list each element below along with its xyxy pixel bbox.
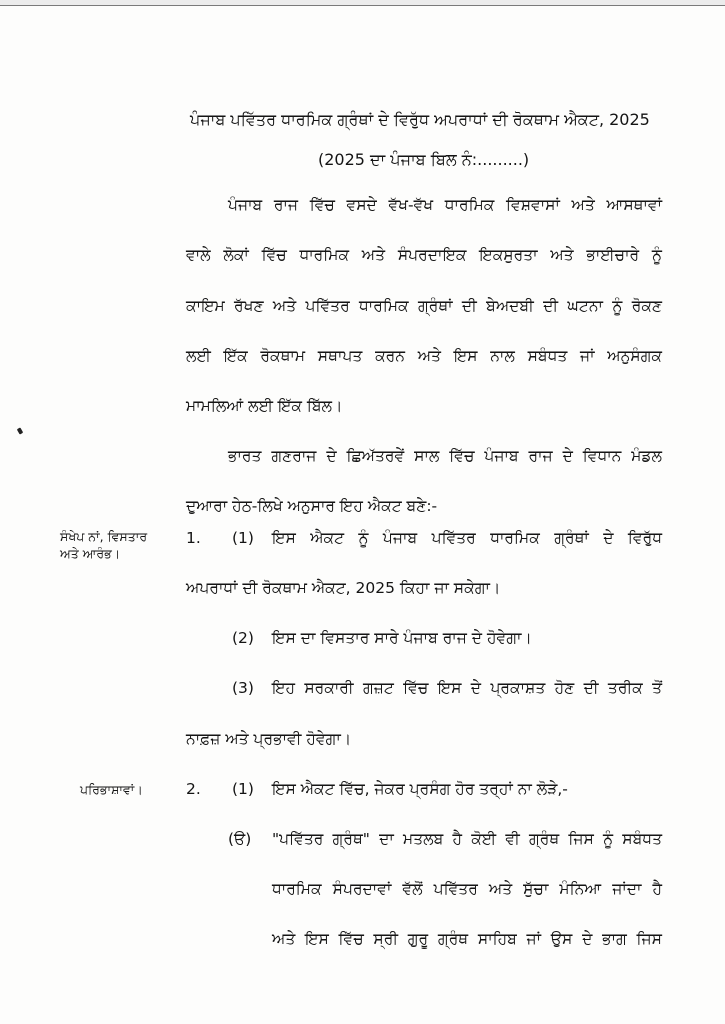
preamble-line: ਮਾਮਲਿਆਂ ਲਈ ਇੱਕ ਬਿੱਲ। — [186, 397, 343, 415]
margin-note-short-title: ਅਤੇ ਆਰੰਭ। — [60, 546, 121, 561]
clause-text: ਧਾਰਮਿਕ ਸੰਪਰਦਾਵਾਂ ਵੱਲੋਂ ਪਵਿੱਤਰ ਅਤੇ ਸੁੱਚਾ ਮੰਨਿਆ ਜਾਂਦਾ ਹੈ — [272, 880, 662, 898]
section-number: 1. — [186, 529, 201, 547]
preamble-line: ਲਈ ਇੱਕ ਰੋਕਥਾਮ ਸਥਾਪਤ ਕਰਨ ਅਤੇ ਇਸ ਨਾਲ ਸਬੰਧਤ ਜਾਂ ਅਨੁਸੰਗਕ — [186, 347, 662, 365]
subsection-text: ਨਾਫ਼ਜ਼ ਅਤੇ ਪ੍ਰਭਾਵੀ ਹੋਵੇਗਾ। — [186, 730, 352, 748]
enacting-clause-line: ਦੁਆਰਾ ਹੇਠ-ਲਿਖੇ ਅਨੁਸਾਰ ਇਹ ਐਕਟ ਬਣੇ:- — [186, 497, 438, 515]
bill-number: (2025 ਦਾ ਪੰਜਾਬ ਬਿਲ ਨੰ:.........) — [318, 150, 530, 169]
margin-note-definitions: ਪਰਿਭਾਸ਼ਾਵਾਂ। — [80, 782, 143, 797]
scan-speck — [17, 427, 23, 434]
subsection-number: (2) — [232, 629, 254, 647]
subsection-number: (1) — [232, 529, 254, 547]
scan-edge — [0, 0, 725, 6]
preamble-line: ਕਾਇਮ ਰੱਖਣ ਅਤੇ ਪਵਿੱਤਰ ਧਾਰਮਿਕ ਗ੍ਰੰਥਾਂ ਦੀ ਬੇਅਦਬੀ ਦੀ ਘਟਨਾ ਨੂੰ ਰੋਕਣ — [186, 297, 662, 315]
clause-text: "ਪਵਿੱਤਰ ਗ੍ਰੰਥ" ਦਾ ਮਤਲਬ ਹੈ ਕੋਈ ਵੀ ਗ੍ਰੰਥ ਜਿਸ ਨੂੰ ਸਬੰਧਤ — [272, 830, 662, 848]
clause-text: ਅਤੇ ਇਸ ਵਿੱਚ ਸ੍ਰੀ ਗੁਰੂ ਗ੍ਰੰਥ ਸਾਹਿਬ ਜਾਂ ਉਸ ਦੇ ਭਾਗ ਜਿਸ — [272, 930, 662, 948]
subsection-text: ਇਸ ਐਕਟ ਨੂੰ ਪੰਜਾਬ ਪਵਿੱਤਰ ਧਾਰਮਿਕ ਗ੍ਰੰਥਾਂ ਦੇ ਵਿਰੁੱਧ — [272, 529, 662, 547]
subsection-text: ਇਹ ਸਰਕਾਰੀ ਗਜ਼ਟ ਵਿੱਚ ਇਸ ਦੇ ਪ੍ਰਕਾਸ਼ਤ ਹੋਣ ਦੀ ਤਰੀਕ ਤੋਂ — [272, 679, 662, 697]
enacting-clause-line: ਭਾਰਤ ਗਣਰਾਜ ਦੇ ਛਿਅੱਤਰਵੇਂ ਸਾਲ ਵਿੱਚ ਪੰਜਾਬ ਰਾਜ ਦੇ ਵਿਧਾਨ ਮੰਡਲ — [228, 447, 662, 465]
subsection-text: ਇਸ ਦਾ ਵਿਸਤਾਰ ਸਾਰੇ ਪੰਜਾਬ ਰਾਜ ਦੇ ਹੋਵੇਗਾ। — [272, 629, 532, 647]
clause-marker: (ੳ) — [228, 830, 252, 848]
document-title: ਪੰਜਾਬ ਪਵਿੱਤਰ ਧਾਰਮਿਕ ਗ੍ਰੰਥਾਂ ਦੇ ਵਿਰੁੱਧ ਅਪਰਾਧਾਂ ਦੀ ਰੋਕਥਾਮ ਐਕਟ, 2025 — [190, 110, 650, 129]
preamble-line: ਵਾਲੇ ਲੋਕਾਂ ਵਿੱਚ ਧਾਰਮਿਕ ਅਤੇ ਸੰਪਰਦਾਇਕ ਇਕਸੁਰਤਾ ਅਤੇ ਭਾਈਚਾਰੇ ਨੂੰ — [186, 246, 662, 264]
section-number: 2. — [186, 780, 201, 798]
margin-note-short-title: ਸੰਖੇਪ ਨਾਂ, ਵਿਸਤਾਰ — [60, 529, 148, 544]
subsection-number: (1) — [232, 780, 254, 798]
subsection-text: ਇਸ ਐਕਟ ਵਿੱਚ, ਜੇਕਰ ਪ੍ਰਸੰਗ ਹੋਰ ਤਰ੍ਹਾਂ ਨਾ ਲੋੜੇ,- — [272, 780, 568, 798]
subsection-number: (3) — [232, 679, 254, 697]
subsection-text: ਅਪਰਾਧਾਂ ਦੀ ਰੋਕਥਾਮ ਐਕਟ, 2025 ਕਿਹਾ ਜਾ ਸਕੇਗਾ। — [186, 579, 501, 597]
preamble-line: ਪੰਜਾਬ ਰਾਜ ਵਿੱਚ ਵਸਦੇ ਵੱਖ-ਵੱਖ ਧਾਰਮਿਕ ਵਿਸ਼ਵਾਸਾਂ ਅਤੇ ਆਸਥਾਵਾਂ — [228, 196, 662, 214]
